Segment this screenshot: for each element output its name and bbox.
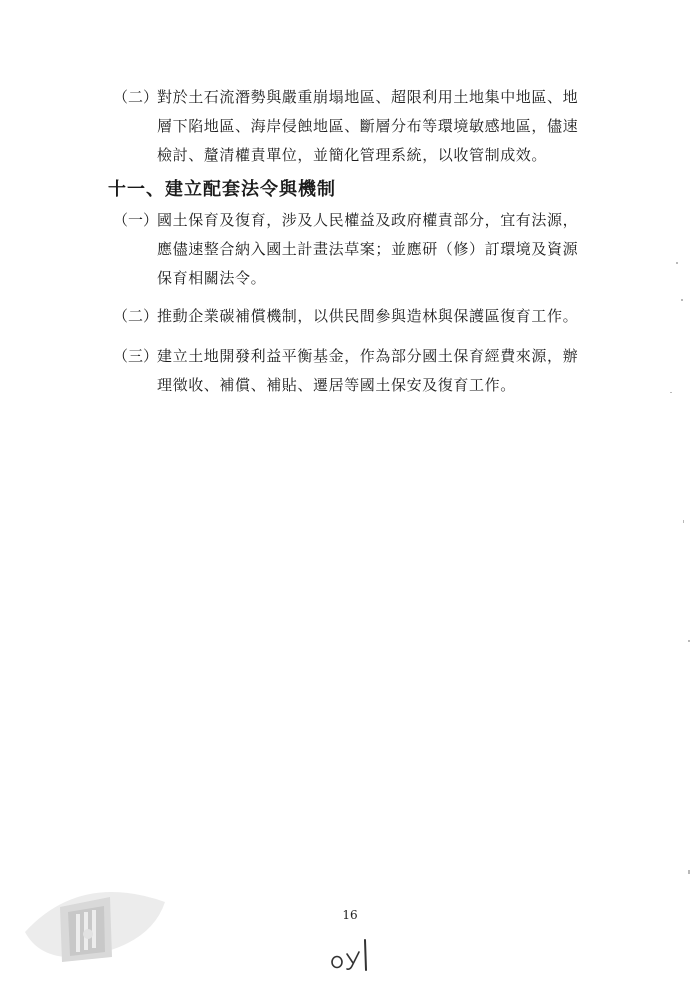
scan-speck	[683, 520, 684, 523]
item-prefix: （二）	[113, 307, 159, 325]
item-prefix: （一）	[113, 211, 159, 229]
archive-logo-icon	[20, 862, 170, 972]
item-line: （一）國土保育及復育，涉及人民權益及政府權責部分，宜有法源，	[113, 206, 613, 235]
scan-speck	[681, 299, 683, 301]
item-line: 檢討、釐清權責單位，並簡化管理系統，以收管制成效。	[157, 146, 548, 164]
section-heading: 十一、建立配套法令與機制	[108, 179, 336, 200]
list-item-1	[113, 206, 613, 293]
item-line: （三）建立土地開發利益平衡基金，作為部分國土保育經費來源，辦	[113, 342, 613, 371]
item-line: 應儘速整合納入國土計畫法草案；並應研（修）訂環境及資源	[157, 240, 579, 258]
item-line: 層下陷地區、海岸侵蝕地區、斷層分布等環境敏感地區，儘速	[157, 117, 579, 135]
item-line: （二）對於土石流潛勢與嚴重崩塌地區、超限利用土地集中地區、地	[113, 83, 613, 112]
scan-speck	[676, 262, 678, 264]
scan-speck	[688, 640, 690, 642]
handwritten-annotation	[325, 936, 385, 972]
scan-speck	[670, 392, 672, 393]
item-line: （二）推動企業碳補償機制，以供民間參與造林與保護區復育工作。	[113, 302, 613, 331]
item-prefix: （三）	[113, 347, 159, 365]
item-prefix: （二）	[113, 88, 159, 106]
page-number: 16	[342, 908, 358, 922]
item-line: 保育相關法令。	[157, 269, 267, 287]
list-item-3	[113, 342, 613, 400]
list-item-prev-2	[113, 83, 613, 170]
scan-speck	[688, 870, 690, 874]
item-line: 理徵收、補償、補貼、遷居等國土保安及復育工作。	[157, 376, 516, 394]
list-item-2	[113, 302, 613, 331]
